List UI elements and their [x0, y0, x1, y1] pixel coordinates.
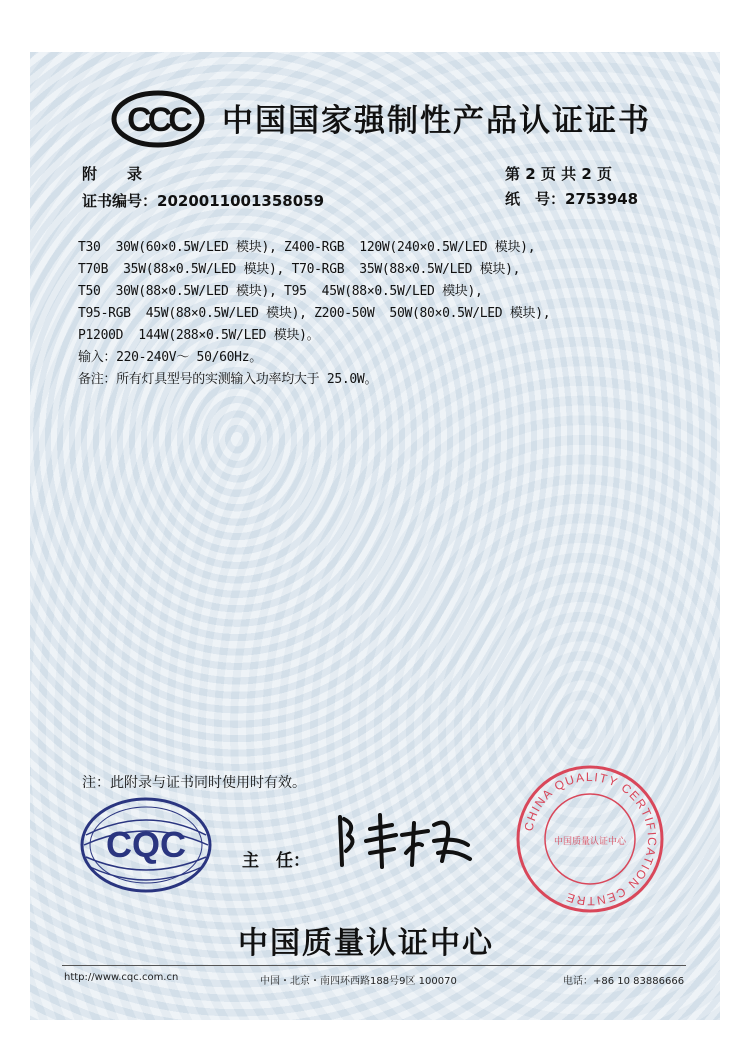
ccc-logo	[110, 90, 206, 148]
certificate-number-label: 证书编号：	[82, 192, 158, 210]
model-line: T30 30W(60×0.5W/LED 模块), Z400-RGB 120W(240×0.5W/LED 模块),	[78, 240, 536, 255]
footer-website[interactable]: http://www.cqc.com.cn	[64, 972, 179, 983]
remark-line: 备注：所有灯具型号的实测输入功率均大于 25.0W。	[78, 372, 378, 387]
paper-number-value: 2753948	[565, 190, 639, 208]
seal-inner-text: 中国质量认证中心	[553, 837, 627, 847]
paper-number-label: 纸 号：	[505, 190, 566, 208]
paper-number	[505, 188, 638, 209]
director-signature	[330, 805, 480, 875]
certification-seal	[515, 764, 665, 914]
page-info: 第 2 页 共 2 页	[505, 165, 612, 183]
footer-phone: 电话：+86 10 83886666	[563, 976, 685, 987]
cqc-logo	[78, 795, 214, 895]
seal-outer-text: CHINA QUALITY CERTIFICATION CENTRE	[521, 769, 660, 909]
model-line: P1200D 144W(288×0.5W/LED 模块)。	[78, 328, 320, 343]
validity-note: 注：此附录与证书同时使用时有效。	[82, 775, 306, 791]
cqc-logo-text: CQC	[106, 824, 186, 865]
model-line: T95-RGB 45W(88×0.5W/LED 模块), Z200-50W 50W(80×0.5W/LED 模块),	[78, 306, 551, 321]
issuing-center-name: 中国质量认证中心	[238, 926, 494, 961]
model-line: T50 30W(88×0.5W/LED 模块), T95 45W(88×0.5W/LED 模块),	[78, 284, 483, 299]
footer-address: 中国・北京・南四环西路188号9区 100070	[260, 976, 457, 987]
model-line: T70B 35W(88×0.5W/LED 模块), T70-RGB 35W(88×0.5W/LED 模块),	[78, 262, 521, 277]
certificate-number	[82, 190, 324, 211]
input-line: 输入：220-240V～ 50/60Hz。	[78, 350, 262, 365]
footer-divider	[62, 965, 686, 966]
ccc-logo-text: CCC	[127, 101, 189, 139]
certificate-title: 中国国家强制性产品认证证书	[222, 103, 651, 139]
appendix-label: 附 录	[82, 165, 143, 183]
certificate-number-value: 2020011001358059	[157, 192, 325, 210]
director-label: 主 任：	[242, 851, 310, 871]
